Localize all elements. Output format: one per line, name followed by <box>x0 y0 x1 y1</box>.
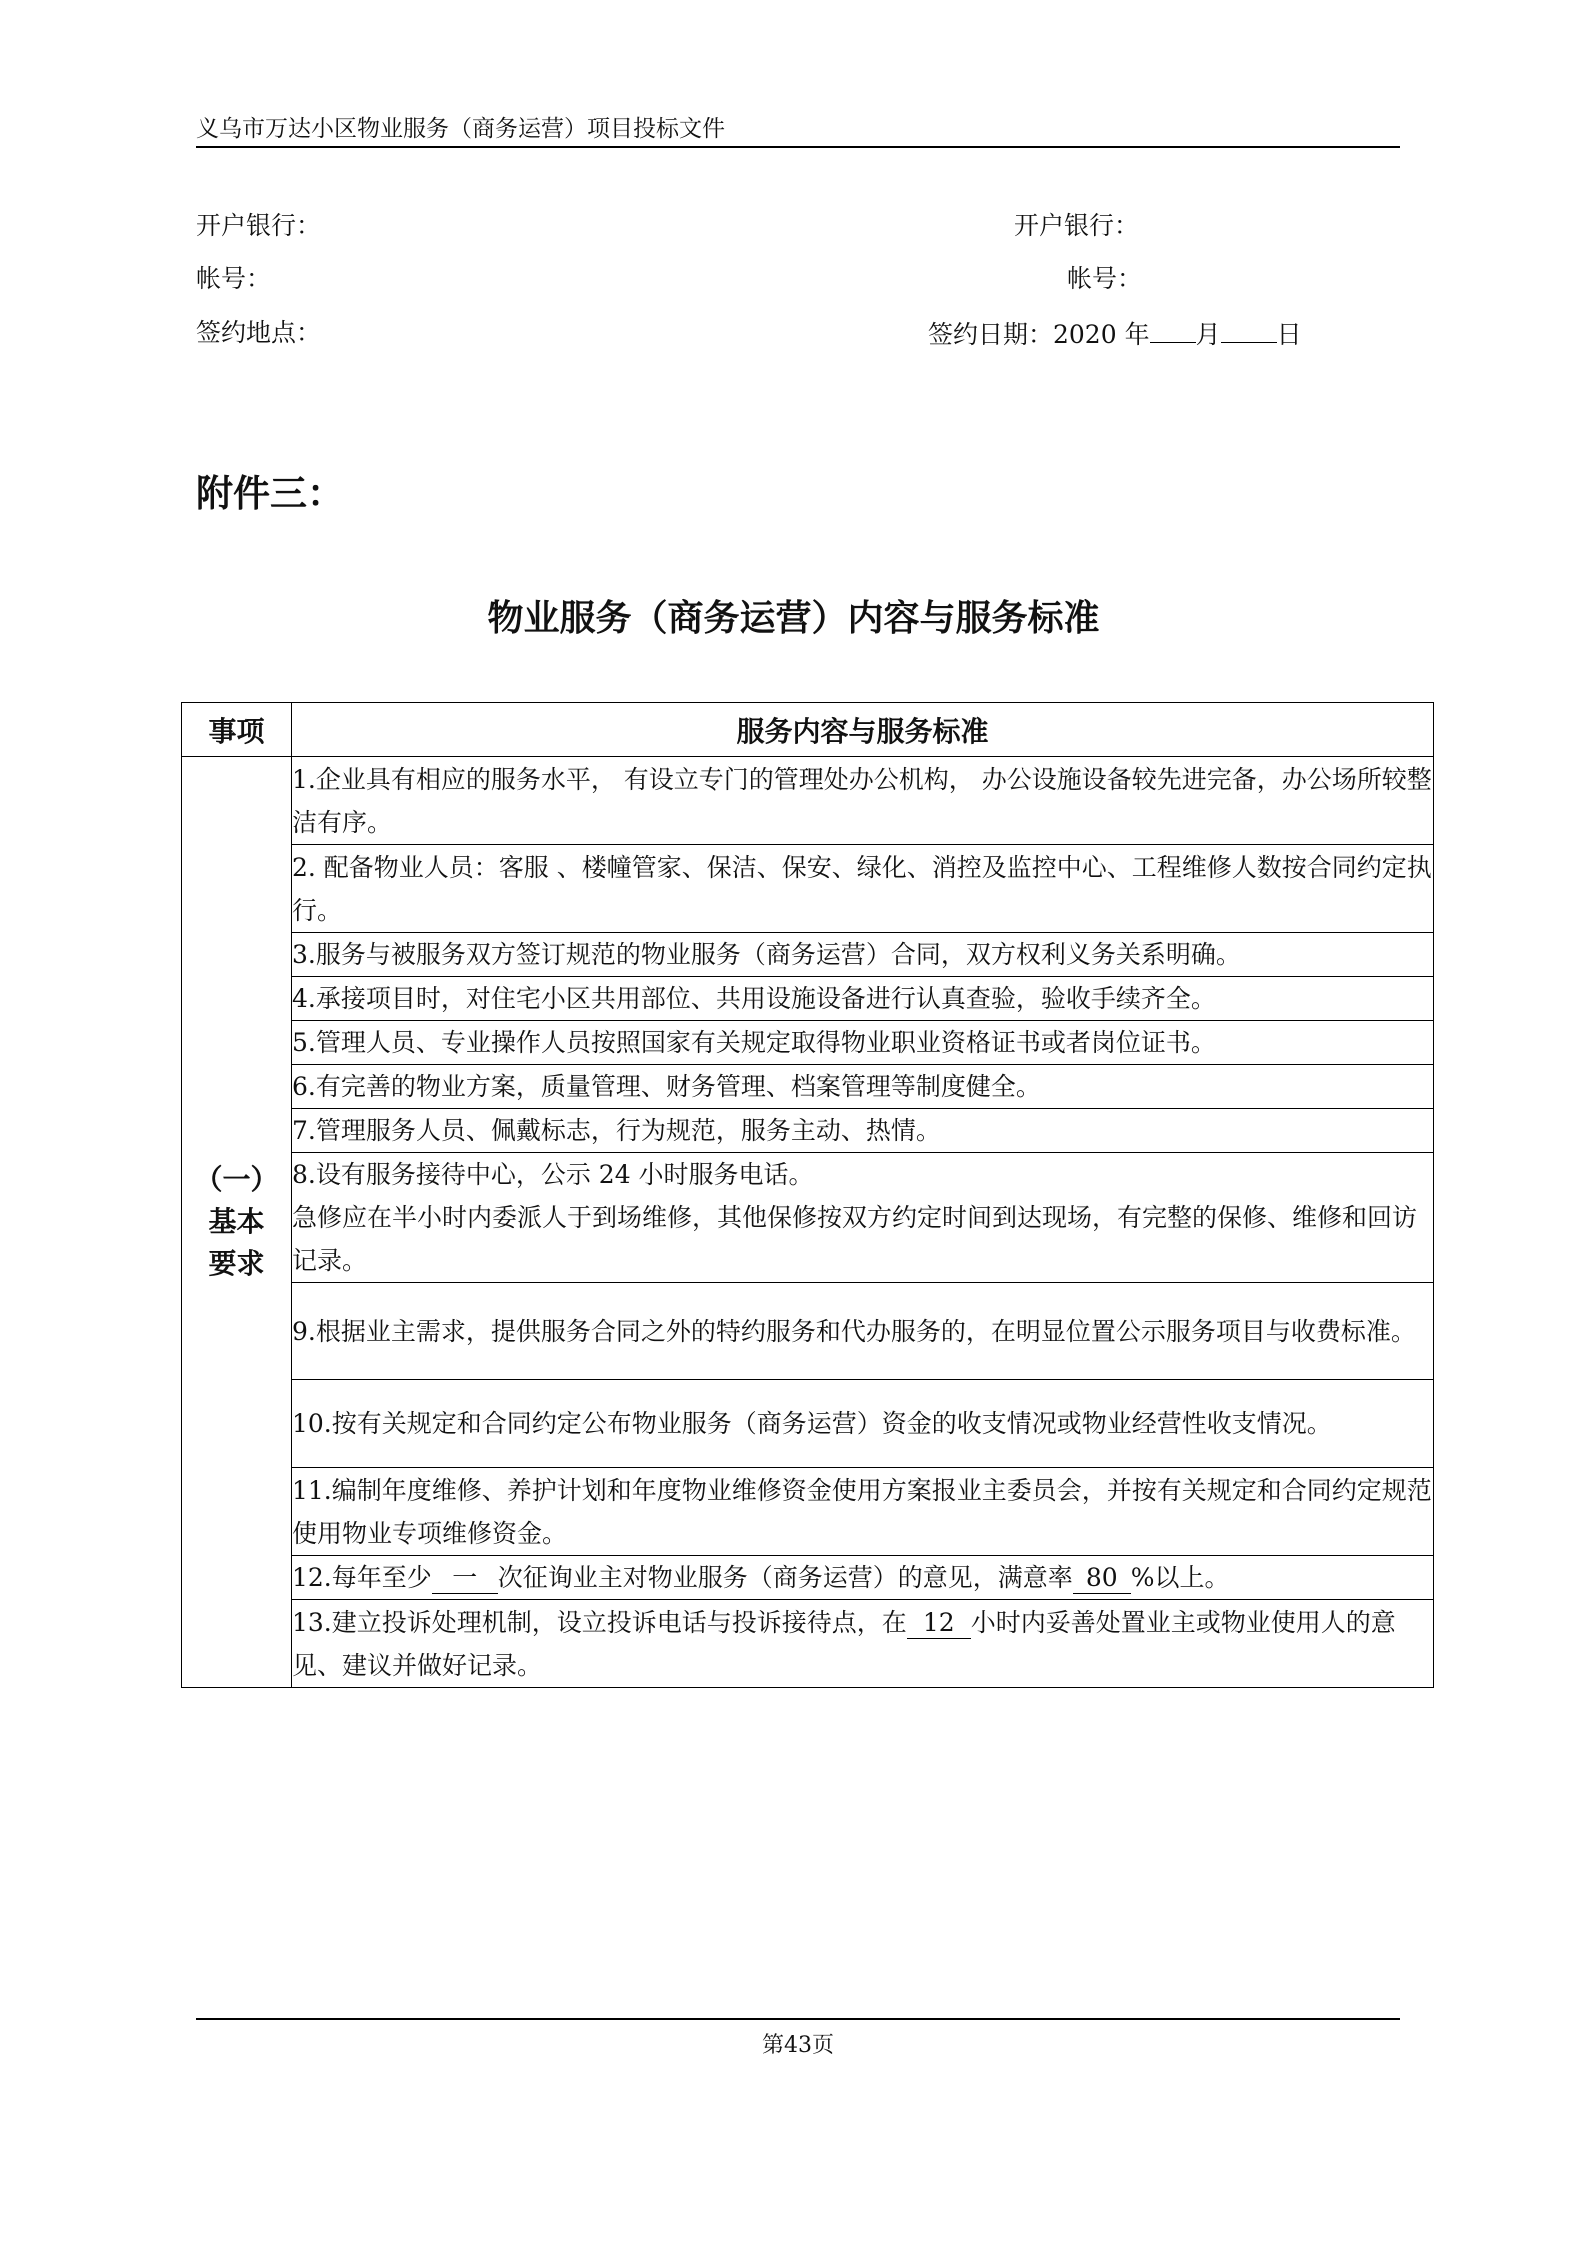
page-number: 第43页 <box>762 2033 834 2058</box>
left-account-label: 帐号： <box>196 264 272 293</box>
table-cell: 5.管理人员、专业操作人员按照国家有关规定取得物业职业资格证书或者岗位证书。 <box>292 1021 1434 1065</box>
date-prefix: 签约日期：2020 年 <box>928 320 1150 349</box>
table-cell: 9.根据业主需求，提供服务合同之外的特约服务和代办服务的，在明显位置公示服务项目与收费标准。 <box>292 1283 1434 1380</box>
document-title: 物业服务（商务运营）内容与服务标准 <box>487 598 1100 639</box>
attachment-label: 附件三： <box>196 472 344 515</box>
date-day: 日 <box>1276 320 1302 349</box>
day-blank <box>1221 316 1277 343</box>
table-row <box>182 933 1434 977</box>
left-bank-label: 开户银行： <box>196 211 322 240</box>
table-row <box>182 845 1434 933</box>
table-row <box>182 1021 1434 1065</box>
table-row <box>182 977 1434 1021</box>
table-cell: 10.按有关规定和合同约定公布物业服务（商务运营）资金的收支情况或物业经营性收支情况。 <box>292 1380 1434 1468</box>
table-cell <box>292 1153 1434 1283</box>
right-bank-label: 开户银行： <box>1014 211 1140 240</box>
category-line: 基本 <box>208 1205 265 1238</box>
table-row <box>182 1600 1434 1688</box>
table-cell <box>292 1600 1434 1688</box>
category-cell <box>182 757 292 1688</box>
left-place-label: 签约地点： <box>196 318 322 347</box>
category-line: 要求 <box>208 1247 265 1280</box>
row8-line2: 急修应在半小时内委派人于到场维修，其他保修按双方约定时间到达现场，有完整的保修、维修和回访记录。 <box>292 1203 1418 1275</box>
table-row <box>182 1468 1434 1556</box>
page-footer <box>196 2018 1400 2059</box>
page-header <box>196 112 1400 148</box>
row8-line1: 8.设有服务接待中心，公示 24 小时服务电话。 <box>292 1160 814 1189</box>
table-row <box>182 1380 1434 1468</box>
row13-prefix: 13.建立投诉处理机制，设立投诉电话与投诉接待点，在 <box>292 1607 907 1637</box>
service-standard-table <box>181 702 1434 1688</box>
category-number: （一） <box>194 1163 279 1196</box>
table-cell: 1.企业具有相应的服务水平， 有设立专门的管理处办公机构， 办公设施设备较先进完备，办公场所较整洁有序。 <box>292 757 1434 845</box>
table-row <box>182 1153 1434 1283</box>
table-row <box>182 1065 1434 1109</box>
signing-date <box>928 316 1302 352</box>
row12-prefix: 12.每年至少 <box>292 1563 432 1592</box>
table-cell: 7.管理服务人员、佩戴标志，行为规范，服务主动、热情。 <box>292 1109 1434 1153</box>
table-header-row <box>182 703 1434 757</box>
header-title: 义乌市万达小区物业服务（商务运营）项目投标文件 <box>196 116 725 142</box>
row13-hours: 12 <box>907 1608 971 1639</box>
table-cell: 4.承接项目时，对住宅小区共用部位、共用设施设备进行认真查验，验收手续齐全。 <box>292 977 1434 1021</box>
table-row <box>182 1556 1434 1600</box>
header-content: 服务内容与服务标准 <box>292 703 1434 757</box>
table-cell: 2. 配备物业人员：客服 、楼幢管家、保洁、保安、绿化、消控及监控中心、工程维修人数按合同约定执行。 <box>292 845 1434 933</box>
table-row <box>182 1109 1434 1153</box>
row12-suffix: %以上。 <box>1130 1563 1230 1592</box>
month-blank <box>1150 316 1196 343</box>
table-cell: 3.服务与被服务双方签订规范的物业服务（商务运营）合同，双方权利义务关系明确。 <box>292 933 1434 977</box>
table-row <box>182 1283 1434 1380</box>
date-month: 月 <box>1195 320 1221 349</box>
row12-count: 一 <box>432 1563 498 1594</box>
table-cell: 11.编制年度维修、养护计划和年度物业维修资金使用方案报业主委员会，并按有关规定和合同约定规范使用物业专项维修资金。 <box>292 1468 1434 1556</box>
table-cell <box>292 1556 1434 1600</box>
header-category: 事项 <box>182 703 292 757</box>
right-account-label: 帐号： <box>1067 264 1143 293</box>
table-cell: 6.有完善的物业方案，质量管理、财务管理、档案管理等制度健全。 <box>292 1065 1434 1109</box>
row12-middle: 次征询业主对物业服务（商务运营）的意见，满意率 <box>497 1563 1073 1592</box>
row13-suffix: 小时内妥善处置业主或物业使用人的意见、建议并做好记录。 <box>292 1607 1396 1680</box>
table-row <box>182 757 1434 845</box>
row12-rate: 80 <box>1073 1563 1131 1594</box>
